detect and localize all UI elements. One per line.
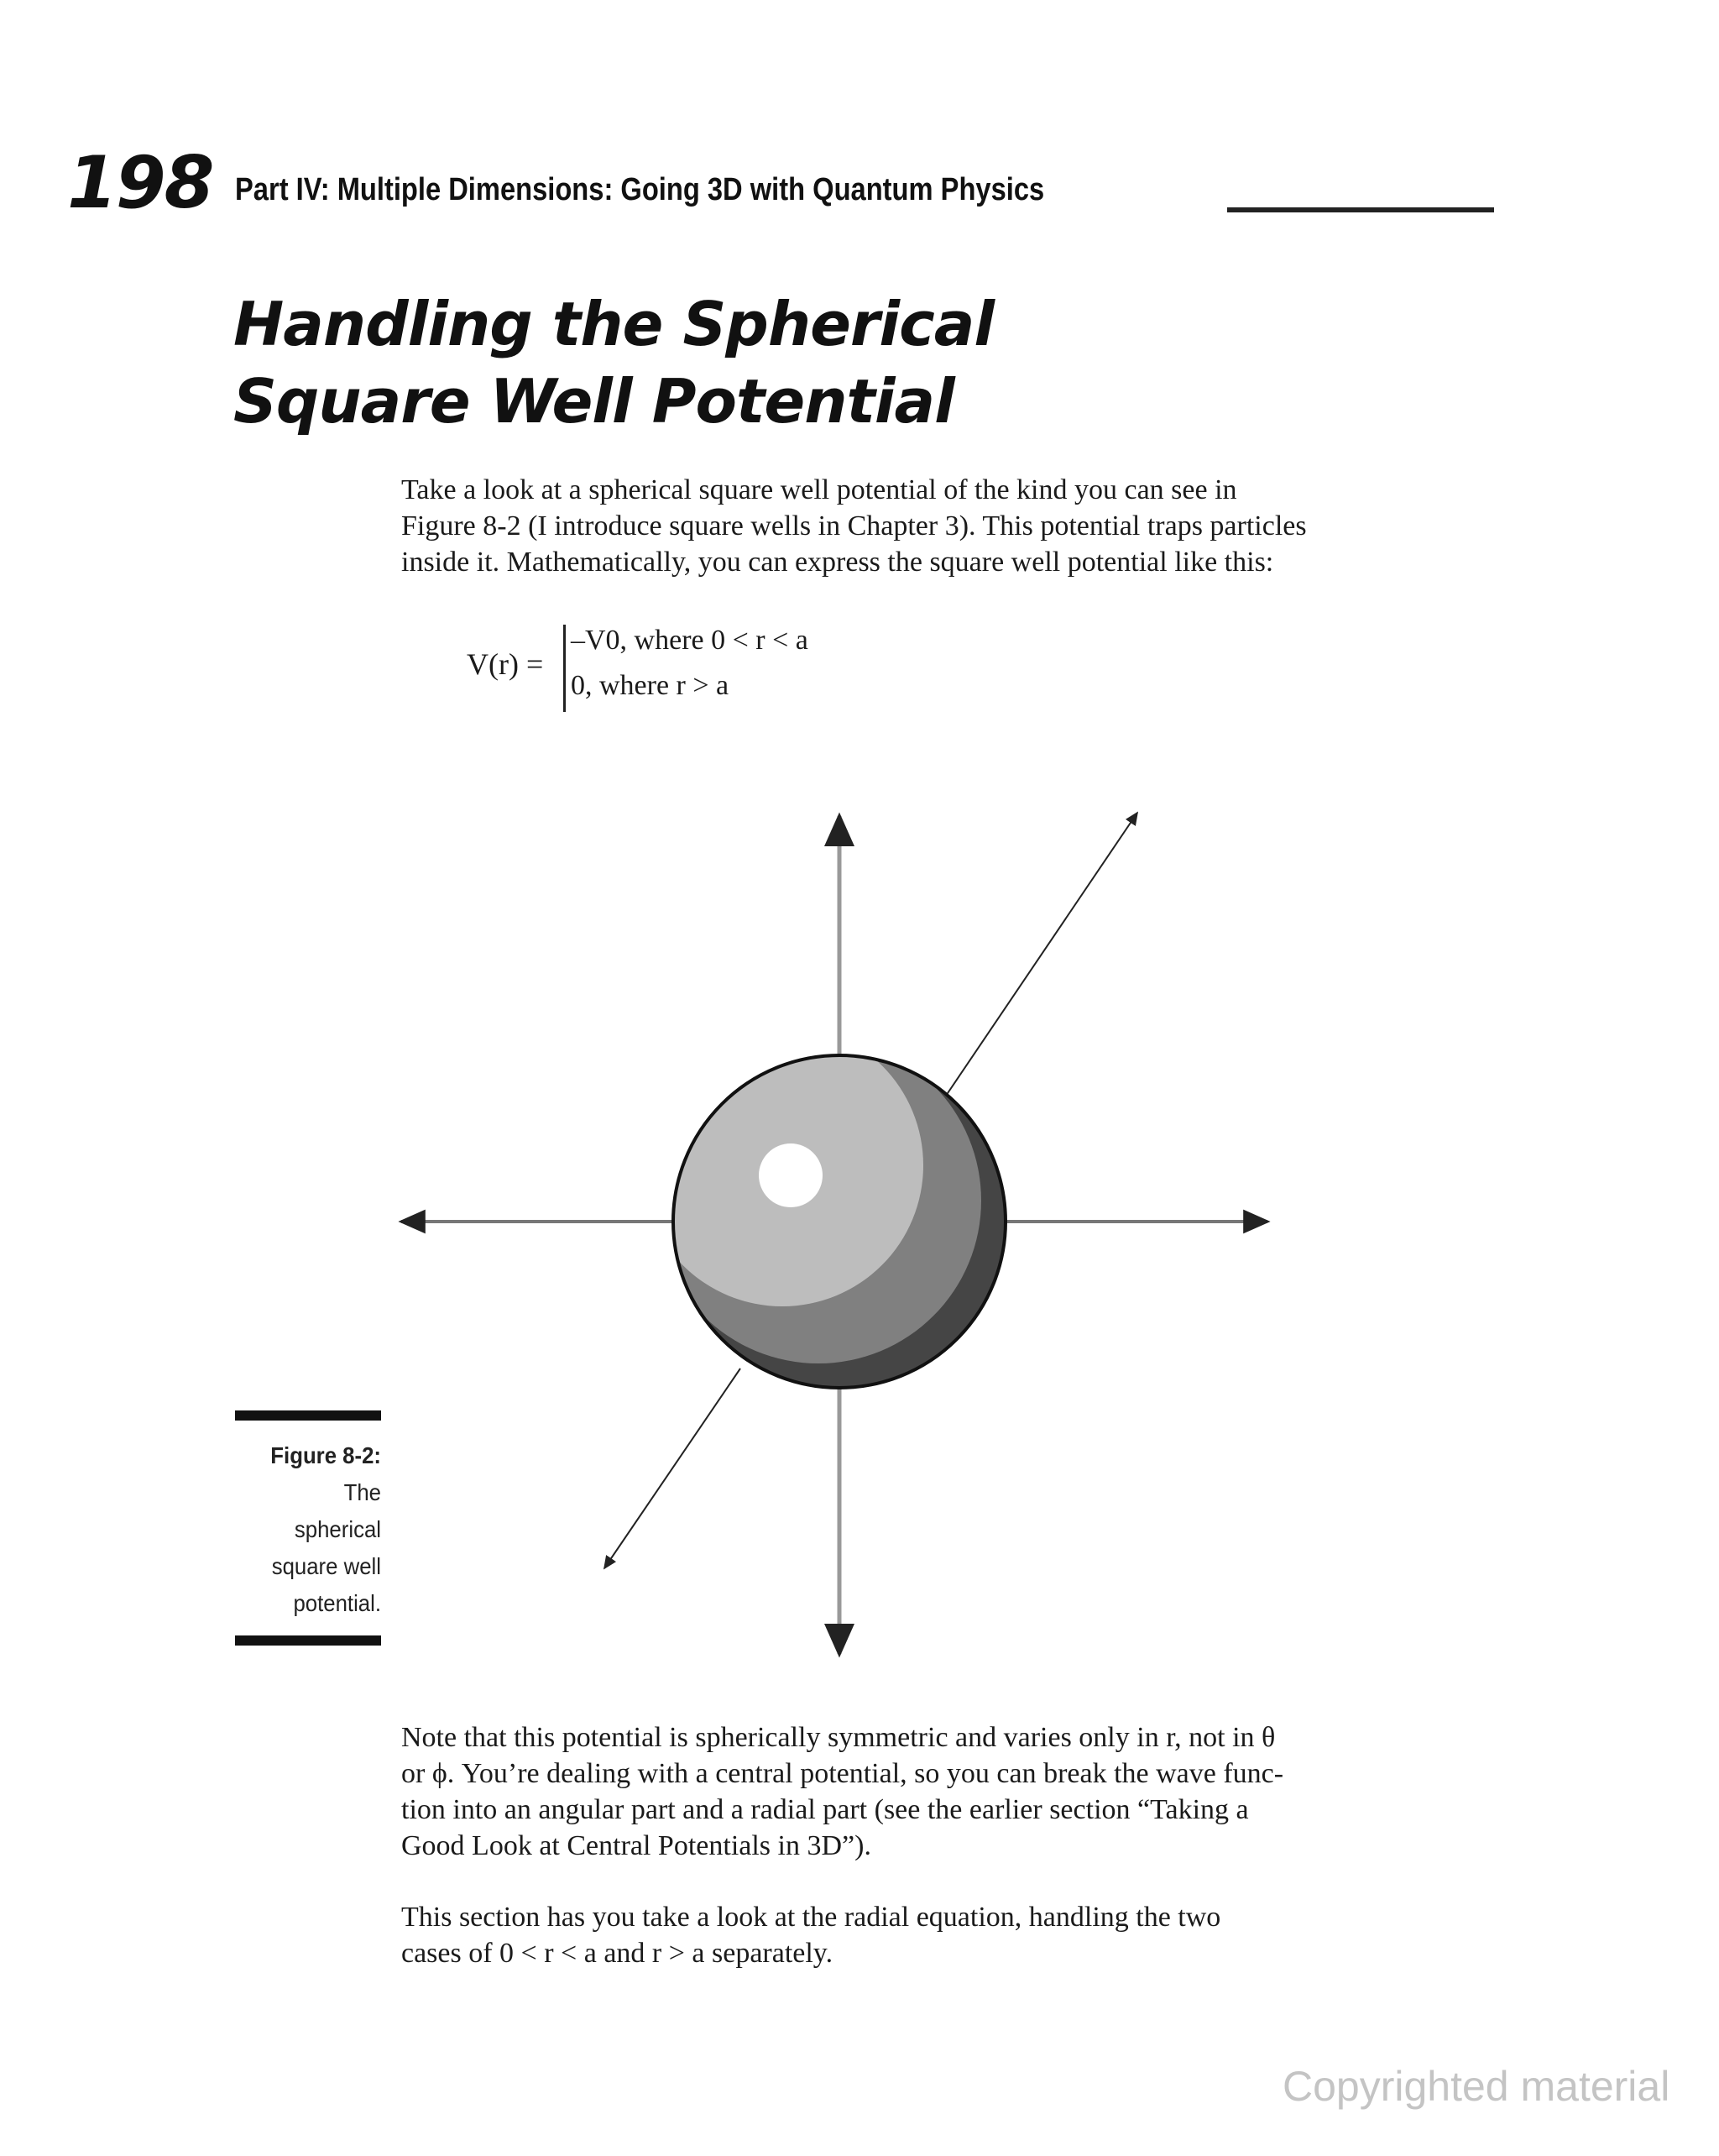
equation-lhs: V(r) = (467, 647, 544, 681)
radial-line-1: This section has you take a look at the radial equation, handling the two (401, 1902, 1221, 1933)
intro-paragraph (401, 472, 1509, 580)
equation-bracket (563, 625, 566, 712)
running-head: Part IV: Multiple Dimensions: Going 3D with Quantum Physics (235, 172, 1045, 207)
note-line-1: Note that this potential is spherically symmetric and varies only in r, not in θ (401, 1722, 1276, 1753)
header-rule (1227, 207, 1494, 212)
section-title (233, 285, 994, 440)
caption-rule-bottom (235, 1635, 381, 1646)
caption-line-4: potential. (293, 1590, 381, 1616)
equation-case-1: –V0, where 0 < r < a (571, 625, 808, 656)
page-number: 198 (67, 141, 213, 225)
intro-line-2: Figure 8-2 (I introduce square wells in Chapter 3). This potential traps particles (401, 510, 1307, 542)
figure-label: Figure 8-2: (270, 1442, 381, 1468)
caption-line-1: The (343, 1479, 381, 1505)
note-line-2: or ϕ. You’re dealing with a central potential, so you can break the wave func- (401, 1758, 1284, 1789)
copyright-watermark: Copyrighted material (1283, 2063, 1670, 2110)
equation-case-2: 0, where r > a (571, 670, 729, 701)
caption-line-2: spherical (294, 1516, 381, 1542)
radial-line-2: cases of 0 < r < a and r > a separately. (401, 1938, 833, 1969)
spherical-well-figure (394, 798, 1284, 1671)
caption-rule-top (235, 1410, 381, 1421)
y-axis-back (944, 813, 1137, 1098)
sphere (641, 1024, 1006, 1388)
potential-equation (467, 621, 970, 714)
note-line-4: Good Look at Central Potentials in 3D”). (401, 1830, 871, 1861)
radial-paragraph (401, 1899, 1509, 1971)
figure-caption-text (223, 1474, 381, 1622)
sphere-highlight (759, 1143, 823, 1207)
note-paragraph (401, 1719, 1509, 1864)
section-title-line-2: Square Well Potential (233, 366, 954, 437)
intro-line-1: Take a look at a spherical square well potential of the kind you can see in (401, 474, 1237, 505)
figure-caption (223, 1437, 381, 1622)
caption-line-3: square well (271, 1553, 381, 1579)
section-title-line-1: Handling the Spherical (233, 289, 995, 359)
intro-line-3: inside it. Mathematically, you can express the square well potential like this: (401, 547, 1274, 578)
note-line-3: tion into an angular part and a radial part (see the earlier section “Taking a (401, 1794, 1249, 1825)
y-axis-front (604, 1368, 740, 1568)
